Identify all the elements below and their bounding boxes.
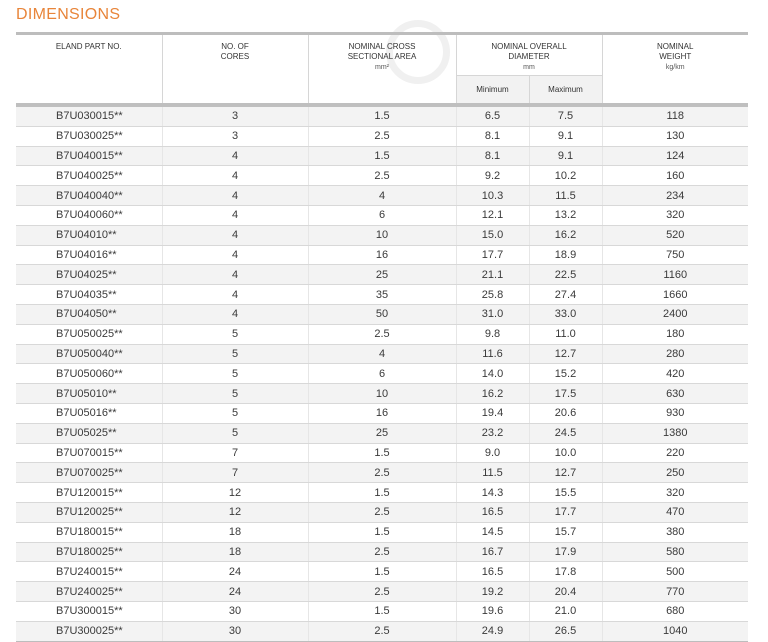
table-row — [16, 245, 748, 265]
diameter-min-cell: 17.7 — [456, 245, 529, 265]
diameter-max-cell: 20.6 — [529, 403, 602, 423]
area-cell: 1.5 — [308, 601, 456, 621]
weight-cell: 1160 — [602, 265, 748, 285]
cores-cell: 30 — [162, 601, 308, 621]
area-cell: 35 — [308, 285, 456, 305]
part-number-cell: B7U300025** — [16, 621, 162, 641]
diameter-max-cell: 11.5 — [529, 186, 602, 206]
cores-cell: 3 — [162, 126, 308, 146]
weight-cell: 500 — [602, 562, 748, 582]
weight-cell: 930 — [602, 403, 748, 423]
table-row — [16, 483, 748, 503]
area-cell: 6 — [308, 205, 456, 225]
table-row — [16, 443, 748, 463]
area-cell: 10 — [308, 384, 456, 404]
diameter-min-cell: 10.3 — [456, 186, 529, 206]
part-number-cell: B7U300015** — [16, 601, 162, 621]
diameter-max-cell: 22.5 — [529, 265, 602, 285]
table-row — [16, 463, 748, 483]
diameter-max-cell: 21.0 — [529, 601, 602, 621]
table-row — [16, 344, 748, 364]
weight-cell: 380 — [602, 522, 748, 542]
part-number-cell: B7U05016** — [16, 403, 162, 423]
diameter-max-cell: 9.1 — [529, 126, 602, 146]
part-number-cell: B7U040040** — [16, 186, 162, 206]
cores-cell: 4 — [162, 285, 308, 305]
area-cell: 25 — [308, 423, 456, 443]
diameter-max-cell: 17.5 — [529, 384, 602, 404]
diameter-max-cell: 15.5 — [529, 483, 602, 503]
diameter-min-cell: 23.2 — [456, 423, 529, 443]
part-number-cell: B7U050040** — [16, 344, 162, 364]
cores-cell: 5 — [162, 324, 308, 344]
area-cell: 1.5 — [308, 105, 456, 126]
weight-cell: 630 — [602, 384, 748, 404]
table-row — [16, 265, 748, 285]
table-row — [16, 542, 748, 562]
weight-cell: 124 — [602, 146, 748, 166]
part-number-cell: B7U030025** — [16, 126, 162, 146]
weight-cell: 520 — [602, 225, 748, 245]
table-row — [16, 205, 748, 225]
weight-cell: 1380 — [602, 423, 748, 443]
diameter-min-cell: 12.1 — [456, 205, 529, 225]
weight-cell: 770 — [602, 582, 748, 602]
weight-cell: 250 — [602, 463, 748, 483]
weight-cell: 118 — [602, 105, 748, 126]
table-row — [16, 304, 748, 324]
part-number-cell: B7U070025** — [16, 463, 162, 483]
weight-cell: 420 — [602, 364, 748, 384]
diameter-min-cell: 19.4 — [456, 403, 529, 423]
area-cell: 4 — [308, 344, 456, 364]
part-number-cell: B7U04010** — [16, 225, 162, 245]
part-number-cell: B7U120015** — [16, 483, 162, 503]
weight-cell: 280 — [602, 344, 748, 364]
cores-cell: 7 — [162, 463, 308, 483]
area-cell: 6 — [308, 364, 456, 384]
weight-cell: 2400 — [602, 304, 748, 324]
part-number-cell: B7U180025** — [16, 542, 162, 562]
diameter-max-cell: 17.8 — [529, 562, 602, 582]
cores-cell: 5 — [162, 403, 308, 423]
cores-cell: 4 — [162, 205, 308, 225]
cores-cell: 4 — [162, 166, 308, 186]
weight-cell: 234 — [602, 186, 748, 206]
diameter-min-cell: 11.5 — [456, 463, 529, 483]
cores-cell: 18 — [162, 522, 308, 542]
area-cell: 1.5 — [308, 522, 456, 542]
area-cell: 2.5 — [308, 502, 456, 522]
area-cell: 16 — [308, 403, 456, 423]
cores-cell: 5 — [162, 423, 308, 443]
diameter-unit: mm — [523, 64, 535, 71]
diameter-min-cell: 14.0 — [456, 364, 529, 384]
cores-cell: 5 — [162, 384, 308, 404]
diameter-min-cell: 15.0 — [456, 225, 529, 245]
diameter-min-cell: 9.0 — [456, 443, 529, 463]
part-number-cell: B7U070015** — [16, 443, 162, 463]
diameter-max-cell: 18.9 — [529, 245, 602, 265]
diameter-max-cell: 12.7 — [529, 463, 602, 483]
area-unit: mm² — [375, 64, 389, 71]
cores-cell: 24 — [162, 562, 308, 582]
table-row — [16, 324, 748, 344]
table-row — [16, 582, 748, 602]
diameter-max-cell: 27.4 — [529, 285, 602, 305]
area-cell: 1.5 — [308, 443, 456, 463]
diameter-max-cell: 17.7 — [529, 502, 602, 522]
diameter-min-cell: 9.8 — [456, 324, 529, 344]
diameter-max-cell: 12.7 — [529, 344, 602, 364]
cores-cell: 4 — [162, 245, 308, 265]
cores-cell: 7 — [162, 443, 308, 463]
table-row — [16, 384, 748, 404]
header-minimum: Minimum — [456, 76, 529, 106]
weight-cell: 470 — [602, 502, 748, 522]
weight-cell: 1040 — [602, 621, 748, 641]
header-maximum: Maximum — [529, 76, 602, 106]
table-row — [16, 126, 748, 146]
diameter-max-cell: 33.0 — [529, 304, 602, 324]
area-cell: 10 — [308, 225, 456, 245]
part-number-cell: B7U030015** — [16, 105, 162, 126]
area-cell: 16 — [308, 245, 456, 265]
part-number-cell: B7U050060** — [16, 364, 162, 384]
diameter-min-cell: 16.5 — [456, 562, 529, 582]
cores-cell: 18 — [162, 542, 308, 562]
diameter-min-cell: 9.2 — [456, 166, 529, 186]
area-cell: 4 — [308, 186, 456, 206]
part-number-cell: B7U240025** — [16, 582, 162, 602]
weight-cell: 750 — [602, 245, 748, 265]
diameter-min-cell: 25.8 — [456, 285, 529, 305]
weight-cell: 1660 — [602, 285, 748, 305]
cores-cell: 4 — [162, 225, 308, 245]
weight-cell: 220 — [602, 443, 748, 463]
area-cell: 2.5 — [308, 166, 456, 186]
table-row — [16, 364, 748, 384]
header-part-no: ELAND PART NO. — [16, 34, 162, 106]
cores-cell: 12 — [162, 502, 308, 522]
diameter-min-cell: 31.0 — [456, 304, 529, 324]
diameter-max-cell: 24.5 — [529, 423, 602, 443]
cores-cell: 24 — [162, 582, 308, 602]
cores-cell: 4 — [162, 304, 308, 324]
diameter-max-cell: 20.4 — [529, 582, 602, 602]
diameter-min-cell: 16.2 — [456, 384, 529, 404]
diameter-min-cell: 8.1 — [456, 126, 529, 146]
weight-cell: 580 — [602, 542, 748, 562]
table-row — [16, 562, 748, 582]
weight-cell: 320 — [602, 483, 748, 503]
table-row — [16, 423, 748, 443]
diameter-min-cell: 8.1 — [456, 146, 529, 166]
area-cell: 1.5 — [308, 483, 456, 503]
part-number-cell: B7U04050** — [16, 304, 162, 324]
area-cell: 2.5 — [308, 126, 456, 146]
weight-cell: 130 — [602, 126, 748, 146]
part-number-cell: B7U040015** — [16, 146, 162, 166]
table-row — [16, 285, 748, 305]
area-cell: 2.5 — [308, 582, 456, 602]
diameter-max-cell: 26.5 — [529, 621, 602, 641]
cores-cell: 4 — [162, 265, 308, 285]
section-title: DIMENSIONS — [16, 6, 121, 23]
part-number-cell: B7U240015** — [16, 562, 162, 582]
diameter-min-cell: 19.6 — [456, 601, 529, 621]
header-area: NOMINAL CROSS SECTIONAL AREA mm² — [308, 34, 456, 106]
weight-unit: kg/km — [665, 64, 685, 71]
diameter-max-cell: 16.2 — [529, 225, 602, 245]
table-row — [16, 225, 748, 245]
area-cell: 2.5 — [308, 463, 456, 483]
part-number-cell: B7U040060** — [16, 205, 162, 225]
diameter-max-cell: 13.2 — [529, 205, 602, 225]
table-row — [16, 105, 748, 126]
part-number-cell: B7U180015** — [16, 522, 162, 542]
weight-cell: 320 — [602, 205, 748, 225]
part-number-cell: B7U04035** — [16, 285, 162, 305]
area-cell: 2.5 — [308, 621, 456, 641]
cores-cell: 4 — [162, 146, 308, 166]
cores-cell: 3 — [162, 105, 308, 126]
part-number-cell: B7U040025** — [16, 166, 162, 186]
dimensions-table — [16, 32, 748, 642]
diameter-min-cell: 11.6 — [456, 344, 529, 364]
part-number-cell: B7U05025** — [16, 423, 162, 443]
diameter-max-cell: 10.0 — [529, 443, 602, 463]
cores-cell: 5 — [162, 344, 308, 364]
diameter-min-cell: 6.5 — [456, 105, 529, 126]
diameter-max-cell: 15.7 — [529, 522, 602, 542]
part-number-cell: B7U04025** — [16, 265, 162, 285]
table-row — [16, 601, 748, 621]
diameter-min-cell: 21.1 — [456, 265, 529, 285]
header-diameter: NOMINAL OVERALL DIAMETER mm — [456, 34, 602, 76]
diameter-min-cell: 24.9 — [456, 621, 529, 641]
diameter-min-cell: 14.5 — [456, 522, 529, 542]
diameter-max-cell: 7.5 — [529, 105, 602, 126]
part-number-cell: B7U04016** — [16, 245, 162, 265]
weight-cell: 680 — [602, 601, 748, 621]
table-row — [16, 166, 748, 186]
diameter-min-cell: 19.2 — [456, 582, 529, 602]
diameter-max-cell: 9.1 — [529, 146, 602, 166]
table-row — [16, 621, 748, 641]
diameter-max-cell: 17.9 — [529, 542, 602, 562]
area-cell: 25 — [308, 265, 456, 285]
header-weight: NOMINAL WEIGHT kg/km — [602, 34, 748, 106]
cores-cell: 30 — [162, 621, 308, 641]
table-row — [16, 146, 748, 166]
table-row — [16, 522, 748, 542]
diameter-max-cell: 10.2 — [529, 166, 602, 186]
weight-cell: 160 — [602, 166, 748, 186]
table-body — [16, 105, 748, 641]
diameter-min-cell: 16.7 — [456, 542, 529, 562]
area-cell: 1.5 — [308, 146, 456, 166]
diameter-min-cell: 14.3 — [456, 483, 529, 503]
cores-cell: 12 — [162, 483, 308, 503]
area-cell: 2.5 — [308, 542, 456, 562]
table-row — [16, 403, 748, 423]
weight-cell: 180 — [602, 324, 748, 344]
part-number-cell: B7U120025** — [16, 502, 162, 522]
table-row — [16, 502, 748, 522]
cores-cell: 4 — [162, 186, 308, 206]
diameter-max-cell: 11.0 — [529, 324, 602, 344]
area-cell: 50 — [308, 304, 456, 324]
area-cell: 2.5 — [308, 324, 456, 344]
cores-cell: 5 — [162, 364, 308, 384]
area-cell: 1.5 — [308, 562, 456, 582]
diameter-max-cell: 15.2 — [529, 364, 602, 384]
part-number-cell: B7U050025** — [16, 324, 162, 344]
part-number-cell: B7U05010** — [16, 384, 162, 404]
header-cores: NO. OF CORES — [162, 34, 308, 106]
diameter-min-cell: 16.5 — [456, 502, 529, 522]
table-row — [16, 186, 748, 206]
